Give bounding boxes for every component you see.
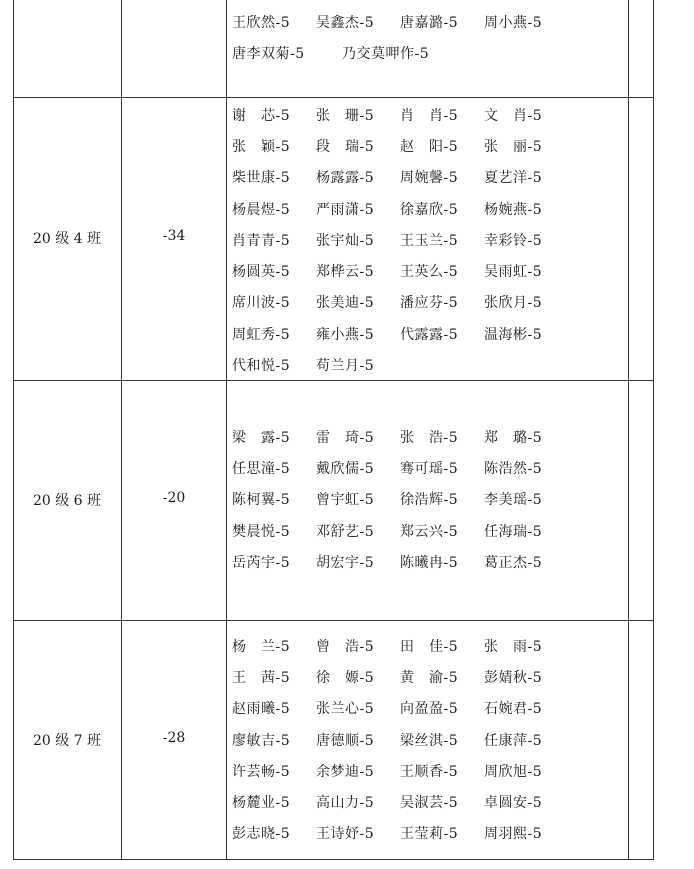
student-entry: 郑云兴-5 bbox=[400, 523, 459, 540]
student-entry: 郑 璐-5 bbox=[484, 429, 543, 446]
table-row bbox=[0, 0, 694, 97]
table-row bbox=[0, 620, 694, 860]
student-entry: 梁 露-5 bbox=[232, 429, 291, 446]
student-entry: 夏艺洋-5 bbox=[484, 170, 543, 187]
student-entry: 肖青青-5 bbox=[232, 232, 291, 249]
student-entry: 温海彬-5 bbox=[484, 326, 543, 343]
student-entry: 幸彩铃-5 bbox=[484, 232, 543, 249]
student-entry: 徐浩辉-5 bbox=[400, 492, 459, 509]
student-entry: 高山力-5 bbox=[316, 795, 375, 812]
student-entry: 田 佳-5 bbox=[400, 638, 459, 655]
student-entry: 吴淑芸-5 bbox=[400, 795, 459, 812]
student-entry: 陈浩然-5 bbox=[484, 460, 543, 477]
student-entry: 张美迪-5 bbox=[316, 295, 375, 312]
student-row bbox=[232, 786, 628, 817]
student-row bbox=[232, 755, 628, 786]
student-row bbox=[232, 162, 628, 193]
class-name: 20 级 6 班 bbox=[32, 493, 102, 509]
student-entry: 曾 浩-5 bbox=[316, 638, 375, 655]
student-entry: 岳芮宇-5 bbox=[232, 554, 291, 571]
student-row bbox=[232, 99, 628, 130]
student-row bbox=[232, 515, 628, 546]
student-entry: 邓舒艺-5 bbox=[316, 523, 375, 540]
student-entry: 赵雨曦-5 bbox=[232, 701, 291, 718]
student-row bbox=[232, 818, 628, 849]
student-entry: 许芸畅-5 bbox=[232, 763, 291, 780]
student-entry: 卓圆安-5 bbox=[484, 795, 543, 812]
student-entry: 文 肖-5 bbox=[484, 107, 543, 124]
student-row bbox=[232, 255, 628, 286]
student-entry: 肖 肖-5 bbox=[400, 107, 459, 124]
student-entry: 骞可瑶-5 bbox=[400, 460, 459, 477]
student-entry: 彭志晓-5 bbox=[232, 826, 291, 843]
student-entry: 王玉兰-5 bbox=[400, 232, 459, 249]
student-entry: 杨麓业-5 bbox=[232, 795, 291, 812]
student-entry: 周羽熙-5 bbox=[484, 826, 543, 843]
student-entry: 张欣月-5 bbox=[484, 295, 543, 312]
student-entry: 代和悦-5 bbox=[232, 358, 291, 375]
class-name: 20 级 4 班 bbox=[32, 231, 102, 247]
student-entry: 张 丽-5 bbox=[484, 138, 543, 155]
student-entry: 陈柯翼-5 bbox=[232, 492, 291, 509]
student-row bbox=[232, 546, 628, 577]
student-entry: 张兰心-5 bbox=[316, 701, 375, 718]
student-entry: 张宇灿-5 bbox=[316, 232, 375, 249]
student-entry: 王英么-5 bbox=[400, 264, 459, 281]
student-entry: 徐嘉欣-5 bbox=[400, 201, 459, 218]
student-entry: 周虹秀-5 bbox=[232, 326, 291, 343]
student-entry: 周欣旭-5 bbox=[484, 763, 543, 780]
student-entry: 潘应芬-5 bbox=[400, 295, 459, 312]
student-entry: 徐 嫄-5 bbox=[316, 669, 375, 686]
student-entry: 周婉馨-5 bbox=[400, 170, 459, 187]
student-entry: 柴世康-5 bbox=[232, 170, 291, 187]
class-name: 20 级 7 班 bbox=[32, 733, 102, 749]
student-entry: 廖敏吉-5 bbox=[232, 732, 291, 749]
student-entry: 向盈盈-5 bbox=[400, 701, 459, 718]
student-entry: 周小燕-5 bbox=[484, 14, 543, 31]
student-entry: 席川波-5 bbox=[232, 295, 291, 312]
student-entry: 陈曦冉-5 bbox=[400, 554, 459, 571]
student-entry: 王莹莉-5 bbox=[400, 826, 459, 843]
student-entry: 张 珊-5 bbox=[316, 107, 375, 124]
student-row bbox=[232, 421, 628, 452]
student-entry: 李美瑶-5 bbox=[484, 492, 543, 509]
student-entry: 任康萍-5 bbox=[484, 732, 543, 749]
student-entry: 王诗妤-5 bbox=[316, 826, 375, 843]
student-entry: 胡宏宇-5 bbox=[316, 554, 375, 571]
student-row bbox=[232, 287, 628, 318]
student-entry: 杨 兰-5 bbox=[232, 638, 291, 655]
student-row bbox=[232, 724, 628, 755]
student-row bbox=[232, 318, 628, 349]
student-entry: 葛正杰-5 bbox=[484, 554, 543, 571]
student-entry: 谢 芯-5 bbox=[232, 107, 291, 124]
student-entry: 代露露-5 bbox=[400, 326, 459, 343]
student-row bbox=[232, 452, 628, 483]
student-entry: 戴欣儒-5 bbox=[316, 460, 375, 477]
student-row bbox=[232, 224, 628, 255]
student-entry: 曾宇虹-5 bbox=[316, 492, 375, 509]
student-row bbox=[232, 37, 628, 68]
student-deduction-list bbox=[232, 421, 628, 577]
student-row bbox=[232, 693, 628, 724]
student-entry: 赵 阳-5 bbox=[400, 138, 459, 155]
student-entry: 彭婧秋-5 bbox=[484, 669, 543, 686]
student-entry: 张 颖-5 bbox=[232, 138, 291, 155]
student-row bbox=[232, 630, 628, 661]
student-entry: 杨晨煜-5 bbox=[232, 201, 291, 218]
student-entry: 张 浩-5 bbox=[400, 429, 459, 446]
deduction-total: -34 bbox=[162, 228, 186, 244]
deduction-total: -28 bbox=[162, 730, 186, 746]
deduction-total: -20 bbox=[162, 490, 186, 506]
student-entry: 余梦迪-5 bbox=[316, 763, 375, 780]
student-row bbox=[232, 661, 628, 692]
student-row bbox=[232, 193, 628, 224]
student-entry: 乃交莫呷作-5 bbox=[342, 45, 430, 62]
table-row bbox=[0, 380, 694, 620]
student-entry: 杨露露-5 bbox=[316, 170, 375, 187]
student-entry: 杨婉燕-5 bbox=[484, 201, 543, 218]
student-entry: 苟兰月-5 bbox=[316, 358, 375, 375]
student-entry: 吴鑫杰-5 bbox=[316, 14, 375, 31]
student-entry: 唐李双菊-5 bbox=[232, 45, 305, 62]
student-entry: 王顺香-5 bbox=[400, 763, 459, 780]
student-entry: 王欣然-5 bbox=[232, 14, 291, 31]
student-deduction-list bbox=[232, 6, 628, 69]
student-deduction-list bbox=[232, 630, 628, 849]
student-entry: 严雨潇-5 bbox=[316, 201, 375, 218]
student-row bbox=[232, 484, 628, 515]
student-entry: 樊晨悦-5 bbox=[232, 523, 291, 540]
student-entry: 石婉君-5 bbox=[484, 701, 543, 718]
table-row bbox=[0, 97, 694, 380]
student-entry: 雍小燕-5 bbox=[316, 326, 375, 343]
student-entry: 雷 琦-5 bbox=[316, 429, 375, 446]
student-entry: 任思潼-5 bbox=[232, 460, 291, 477]
student-entry: 唐嘉潞-5 bbox=[400, 14, 459, 31]
student-row bbox=[232, 6, 628, 37]
student-entry: 任海瑞-5 bbox=[484, 523, 543, 540]
student-entry: 唐德顺-5 bbox=[316, 732, 375, 749]
student-deduction-list bbox=[232, 99, 628, 381]
student-row bbox=[232, 349, 628, 380]
student-entry: 郑桦云-5 bbox=[316, 264, 375, 281]
student-entry: 杨圆英-5 bbox=[232, 264, 291, 281]
student-entry: 王 茜-5 bbox=[232, 669, 291, 686]
student-entry: 吴雨虹-5 bbox=[484, 264, 543, 281]
student-entry: 黄 渝-5 bbox=[400, 669, 459, 686]
student-row bbox=[232, 130, 628, 161]
student-entry: 段 瑞-5 bbox=[316, 138, 375, 155]
student-entry: 张 雨-5 bbox=[484, 638, 543, 655]
student-entry: 梁丝淇-5 bbox=[400, 732, 459, 749]
